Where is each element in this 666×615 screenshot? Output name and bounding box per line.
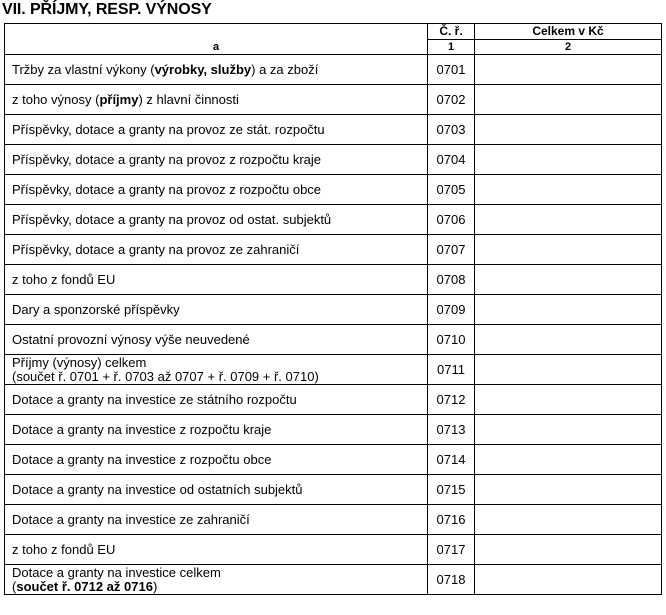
row-description bbox=[5, 175, 428, 205]
row-description bbox=[5, 475, 428, 505]
text: Tržby za vlastní výkony ( bbox=[12, 61, 155, 77]
text: Příspěvky, dotace a granty na provoz ze zahraničí bbox=[12, 241, 300, 257]
table-row bbox=[5, 235, 662, 265]
row-number: 0705 bbox=[428, 175, 475, 205]
table-row bbox=[5, 505, 662, 535]
column-index-a: a bbox=[5, 40, 428, 55]
row-number: 0714 bbox=[428, 445, 475, 475]
row-description bbox=[5, 565, 428, 595]
text: z toho z fondů EU bbox=[12, 271, 116, 287]
table-row bbox=[5, 355, 662, 385]
total-input-cell[interactable] bbox=[475, 505, 662, 535]
table-row bbox=[5, 445, 662, 475]
description-line bbox=[12, 393, 427, 407]
row-description bbox=[5, 205, 428, 235]
bold-text: výrobky, služby bbox=[154, 61, 252, 77]
row-number: 0703 bbox=[428, 115, 475, 145]
row-description bbox=[5, 385, 428, 415]
income-table-body bbox=[5, 24, 662, 595]
total-input-cell[interactable] bbox=[475, 535, 662, 565]
description-line bbox=[12, 453, 427, 467]
income-table bbox=[4, 23, 662, 595]
row-number: 0718 bbox=[428, 565, 475, 595]
bold-text: součet ř. 0712 až 0716 bbox=[16, 578, 153, 594]
table-row bbox=[5, 85, 662, 115]
header-row-number: Č. ř. bbox=[428, 24, 475, 40]
total-input-cell[interactable] bbox=[475, 415, 662, 445]
row-number: 0707 bbox=[428, 235, 475, 265]
text: ( bbox=[12, 578, 17, 594]
row-number: 0711 bbox=[428, 355, 475, 385]
total-input-cell[interactable] bbox=[475, 55, 662, 85]
table-row bbox=[5, 295, 662, 325]
table-row bbox=[5, 145, 662, 175]
total-input-cell[interactable] bbox=[475, 175, 662, 205]
row-description bbox=[5, 325, 428, 355]
text: ) bbox=[152, 578, 158, 594]
text: (součet ř. 0701 + ř. 0703 až 0707 + ř. 0709 + ř. 0710) bbox=[12, 368, 319, 384]
total-input-cell[interactable] bbox=[475, 445, 662, 475]
total-input-cell[interactable] bbox=[475, 325, 662, 355]
text: Dary a sponzorské příspěvky bbox=[12, 301, 180, 317]
row-number: 0704 bbox=[428, 145, 475, 175]
text: z toho výnosy ( bbox=[12, 91, 100, 107]
total-input-cell[interactable] bbox=[475, 385, 662, 415]
table-row bbox=[5, 265, 662, 295]
table-row bbox=[5, 385, 662, 415]
total-input-cell[interactable] bbox=[475, 205, 662, 235]
row-number: 0715 bbox=[428, 475, 475, 505]
text: ) a za zboží bbox=[251, 61, 319, 77]
text: Příspěvky, dotace a granty na provoz z rozpočtu obce bbox=[12, 181, 322, 197]
table-row bbox=[5, 115, 662, 145]
description-line bbox=[12, 356, 427, 370]
total-input-cell[interactable] bbox=[475, 475, 662, 505]
total-input-cell[interactable] bbox=[475, 235, 662, 265]
total-input-cell[interactable] bbox=[475, 115, 662, 145]
row-number: 0712 bbox=[428, 385, 475, 415]
row-number: 0716 bbox=[428, 505, 475, 535]
row-number: 0702 bbox=[428, 85, 475, 115]
text: Ostatní provozní výnosy výše neuvedené bbox=[12, 331, 250, 347]
description-line bbox=[12, 566, 427, 580]
description-line bbox=[12, 483, 427, 497]
total-input-cell[interactable] bbox=[475, 265, 662, 295]
text: z toho z fondů EU bbox=[12, 541, 116, 557]
row-number: 0706 bbox=[428, 205, 475, 235]
text: Příspěvky, dotace a granty na provoz ze stát. rozpočtu bbox=[12, 121, 325, 137]
row-description bbox=[5, 145, 428, 175]
text: Příjmy (výnosy) celkem bbox=[12, 354, 147, 370]
description-line bbox=[12, 333, 427, 347]
description-line bbox=[12, 513, 427, 527]
table-row bbox=[5, 325, 662, 355]
row-description bbox=[5, 535, 428, 565]
description-line bbox=[12, 243, 427, 257]
description-line bbox=[12, 153, 427, 167]
row-description bbox=[5, 295, 428, 325]
section-title: VII. PŘÍJMY, RESP. VÝNOSY bbox=[2, 1, 212, 18]
total-input-cell[interactable] bbox=[475, 295, 662, 325]
row-number: 0710 bbox=[428, 325, 475, 355]
text: Dotace a granty na investice z rozpočtu kraje bbox=[12, 421, 272, 437]
bold-text: příjmy bbox=[99, 91, 139, 107]
description-line bbox=[12, 423, 427, 437]
column-index-2: 2 bbox=[475, 40, 662, 55]
total-input-cell[interactable] bbox=[475, 565, 662, 595]
description-line bbox=[12, 273, 427, 287]
text: Dotace a granty na investice od ostatních subjektů bbox=[12, 481, 303, 497]
description-line bbox=[12, 580, 427, 594]
row-number: 0701 bbox=[428, 55, 475, 85]
description-line bbox=[12, 93, 427, 107]
text: Dotace a granty na investice z rozpočtu obce bbox=[12, 451, 272, 467]
row-description bbox=[5, 445, 428, 475]
header-total: Celkem v Kč bbox=[475, 24, 662, 40]
table-row bbox=[5, 475, 662, 505]
text: Dotace a granty na investice ze státního rozpočtu bbox=[12, 391, 297, 407]
row-description bbox=[5, 355, 428, 385]
description-line bbox=[12, 213, 427, 227]
table-row bbox=[5, 205, 662, 235]
table-row bbox=[5, 535, 662, 565]
table-row bbox=[5, 415, 662, 445]
table-row bbox=[5, 175, 662, 205]
description-line bbox=[12, 370, 427, 384]
total-input-cell[interactable] bbox=[475, 85, 662, 115]
row-number: 0717 bbox=[428, 535, 475, 565]
row-description bbox=[5, 415, 428, 445]
header-description-cell bbox=[5, 24, 428, 40]
header-row bbox=[5, 24, 662, 40]
text: Dotace a granty na investice ze zahraničí bbox=[12, 511, 250, 527]
row-description bbox=[5, 235, 428, 265]
description-line bbox=[12, 63, 427, 77]
text: Příspěvky, dotace a granty na provoz z rozpočtu kraje bbox=[12, 151, 322, 167]
column-index-1: 1 bbox=[428, 40, 475, 55]
column-index-row bbox=[5, 40, 662, 55]
row-number: 0709 bbox=[428, 295, 475, 325]
description-line bbox=[12, 543, 427, 557]
row-description bbox=[5, 265, 428, 295]
total-input-cell[interactable] bbox=[475, 145, 662, 175]
table-row bbox=[5, 565, 662, 595]
row-description bbox=[5, 115, 428, 145]
row-description bbox=[5, 85, 428, 115]
total-input-cell[interactable] bbox=[475, 355, 662, 385]
row-description bbox=[5, 55, 428, 85]
row-description bbox=[5, 505, 428, 535]
table-row bbox=[5, 55, 662, 85]
description-line bbox=[12, 123, 427, 137]
description-line bbox=[12, 183, 427, 197]
row-number: 0713 bbox=[428, 415, 475, 445]
text: ) z hlavní činnosti bbox=[138, 91, 239, 107]
description-line bbox=[12, 303, 427, 317]
text: Příspěvky, dotace a granty na provoz od ostat. subjektů bbox=[12, 211, 332, 227]
text: Dotace a granty na investice celkem bbox=[12, 564, 221, 580]
row-number: 0708 bbox=[428, 265, 475, 295]
